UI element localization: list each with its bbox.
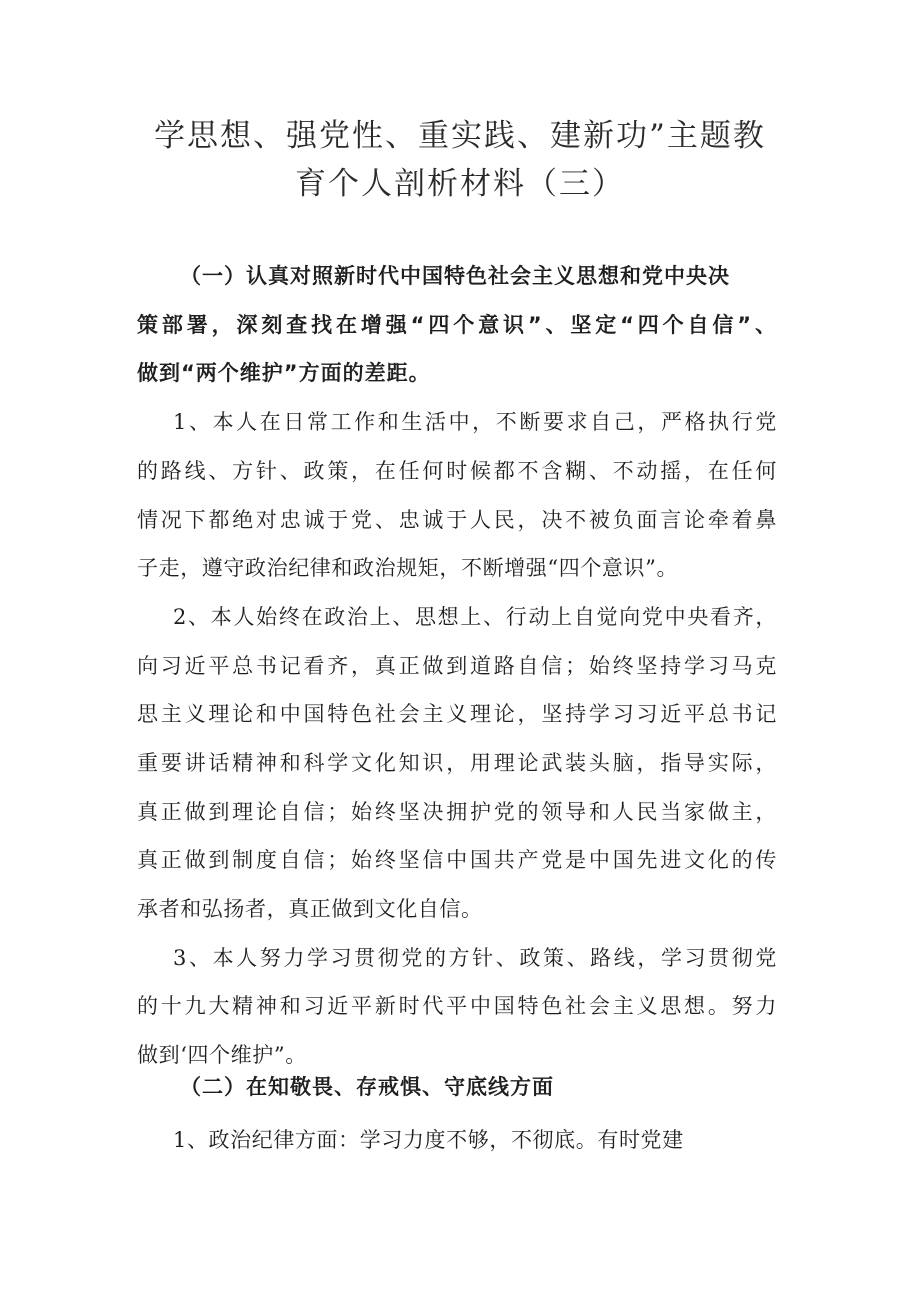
item-1-line-4: 子走，遵守政治纪律和政治规矩，不断增强“四个意识”。 [137, 556, 679, 580]
item-2-line-3: 思主义理论和中国特色社会主义理论，坚持学习习近平总书记 [137, 702, 777, 726]
item-1-line-2: 的路线、方针、政策，在任何时候都不含糊、不动摇，在任何 [137, 459, 777, 483]
item-3-line-1: 3、本人努力学习贯彻党的方针、政策、路线，学习贯彻党 [173, 946, 777, 970]
item-2-line-1: 2、本人始终在政治上、思想上、行动上自觉向党中央看齐， [173, 605, 777, 629]
document-title-line-2: 育个人剖析材料（三） [295, 166, 625, 202]
section-1-heading-line-3: 做到“两个维护”方面的差距。 [137, 361, 431, 385]
document-title-line-1: 学思想、强党性、重实践、建新功”主题教 [154, 118, 766, 154]
item-2-line-7: 承者和弘扬者，真正做到文化自信。 [137, 897, 483, 921]
section-1-heading-line-1: （一）认真对照新时代中国特色社会主义思想和党中央决 [180, 264, 730, 288]
item-1-line-1: 1、本人在日常工作和生活中，不断要求自己，严格执行党 [173, 410, 777, 434]
section-1-heading-line-2: 策部署，深刻查找在增强“四个意识”、坚定“四个自信”、 [137, 313, 777, 337]
section-2-heading: （二）在知敬畏、存戒惧、守底线方面 [180, 1075, 554, 1099]
item-2-line-4: 重要讲话精神和科学文化知识，用理论武装头脑，指导实际， [137, 751, 777, 775]
item-1-line-3: 情况下都绝对忠诚于党、忠诚于人民，决不被负面言论牵着鼻 [137, 508, 777, 532]
item-2-line-5: 真正做到理论自信；始终坚决拥护党的领导和人民当家做主， [137, 800, 777, 824]
section-2-item-1: 1、政治纪律方面：学习力度不够，不彻底。有时党建 [173, 1128, 684, 1152]
item-3-line-3: 做到‘四个维护”。 [137, 1043, 307, 1067]
item-2-line-6: 真正做到制度自信；始终坚信中国共产党是中国先进文化的传 [137, 848, 777, 872]
item-2-line-2: 向习近平总书记看齐，真正做到道路自信；始终坚持学习马克 [137, 654, 777, 678]
item-3-line-2: 的十九大精神和习近平新时代平中国特色社会主义思想。努力 [137, 994, 777, 1018]
